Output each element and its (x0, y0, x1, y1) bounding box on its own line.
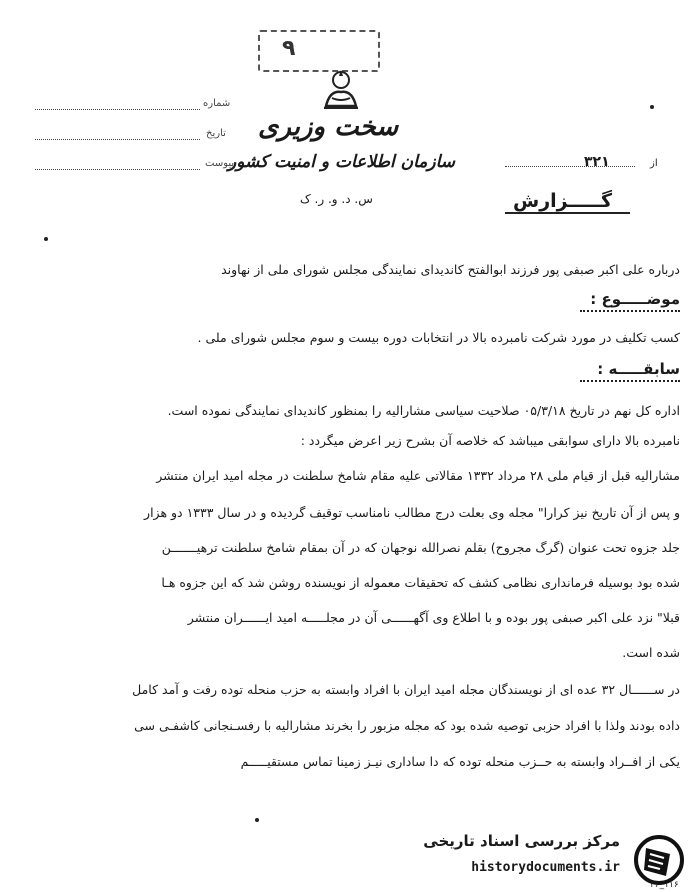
attachment-field-line (35, 168, 200, 170)
background-heading-underline (580, 380, 680, 382)
header-organization: سازمان اطلاعات و امنیت کشور (228, 152, 456, 172)
archive-logo-icon (630, 834, 688, 886)
background-paragraph: و پس از آن تاریخ نیز کرارا" مجله وی بعلت درج مطالب نامناسب توقیف گردیده و در سال ۱۳۳۳ دو هزار (144, 505, 680, 520)
background-paragraph: شده است. (622, 645, 680, 660)
stamp-mark: ۹ (282, 36, 296, 61)
stamp-box (258, 30, 380, 72)
report-title-underline (505, 212, 630, 214)
background-paragraph: جلد جزوه تحت عنوان (گرگ مجروح) بقلم نصرالله نوجهان که در آن بمقام شامخ سلطنت ترهیـــــــن (161, 540, 680, 555)
header-title: سخت وزیری (258, 112, 399, 142)
doc-number-label: از (650, 158, 658, 169)
header-code: س. د. و. ر. ک (300, 192, 373, 206)
doc-number-line (505, 166, 635, 167)
doc-number-value: ۳۲۱ (584, 154, 610, 170)
report-title: گـــــزارش (513, 190, 613, 212)
date-field-line (35, 138, 200, 140)
background-paragraph: یکی از افــراد وابسته به حــزب منحله توده که دا ساداری نیـز زمینا تماس مستقیـــــم (240, 754, 680, 769)
background-paragraph: مشارالیه قبل از قیام ملی ۲۸ مرداد ۱۳۳۲ مقالاتی علیه مقام شامخ سلطنت در مجله امید ایران منتشر (156, 468, 680, 483)
lion-sun-emblem-icon (318, 68, 364, 112)
about-line: درباره علی اکبر صبفی پور فرزند ابوالفتح کاندیدای نمایندگی مجلس شورای ملی از نهاوند (221, 262, 680, 277)
number-field-line (35, 108, 200, 110)
subject-heading-underline (580, 310, 680, 312)
background-paragraph: داده بودند ولذا با افراد حزبی توصیه شده بود که مجله مزبور را بخرند مشارالیه با رفسـنجانی کاشفـی سی (134, 718, 680, 733)
margin-dot (650, 105, 654, 109)
watermark-site: historydocuments.ir (471, 860, 620, 875)
footer-reference: ۴۶_۱۱۶ (650, 880, 679, 890)
attachment-field-label: پیوست (205, 158, 235, 169)
subject-heading: موضـــــوع : (590, 290, 680, 308)
margin-dot (255, 818, 259, 822)
background-paragraph: قبلا" نزد علی اکبر صبفی پور بوده و با اطلاع وی آگهــــــی آن در مجلـــــه امید ایــــــران منتشر (187, 610, 680, 625)
background-paragraph: در ســــــال ۳۲ عده ای از نویسندگان مجله امید ایران با افراد وابسته به حزب منحله توده رفت و آمد کامل (132, 682, 680, 697)
watermark-persian: مرکز بررسی اسناد تاریخی (423, 832, 620, 850)
date-field-label: تاریخ (206, 128, 226, 139)
subject-text: کسب تکلیف در مورد شرکت نامبرده بالا در انتخابات دوره بیست و سوم مجلس شورای ملی . (197, 330, 680, 345)
background-heading: سابقـــــه : (597, 360, 680, 378)
background-paragraph: نامبرده بالا دارای سوابقی میباشد که خلاصه آن بشرح زیر اعرض میگردد : (300, 433, 680, 448)
margin-dot (44, 237, 48, 241)
background-paragraph: شده بود بوسیله فرمانداری نظامی کشف که تحقیقات معموله از نویسنده روشن شد که این جزوه هـا (161, 575, 680, 590)
background-paragraph: اداره کل نهم در تاریخ ۰۵/۳/۱۸ صلاحیت سیاسی مشارالیه را بمنظور کاندیدای نمایندگی نموده است. (167, 403, 680, 418)
number-field-label: شماره (203, 98, 231, 109)
